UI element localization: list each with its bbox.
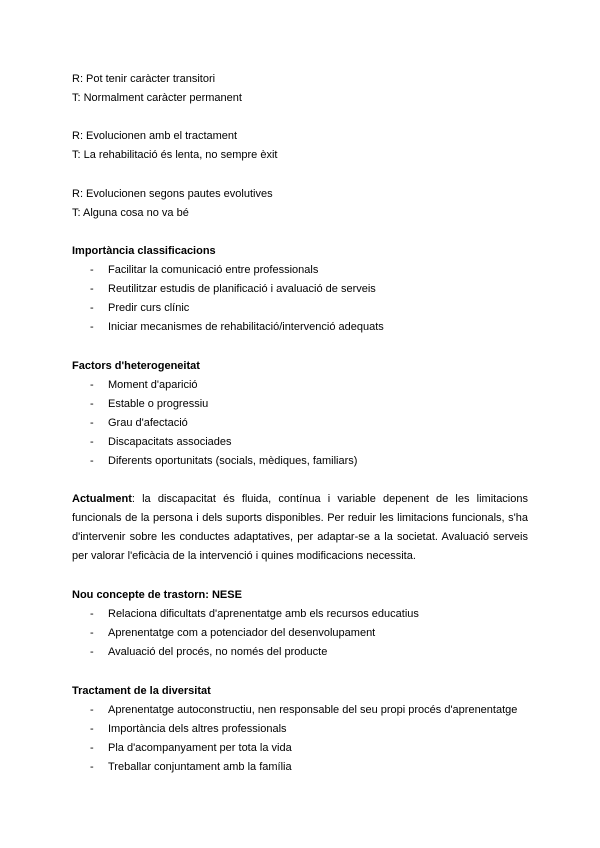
bullet-marker: - (90, 742, 94, 754)
list-item: Facilitar la comunicació entre professionals (108, 264, 319, 276)
bullet-marker: - (90, 723, 94, 735)
bullet-marker: - (90, 321, 94, 333)
bullet-marker: - (90, 398, 94, 410)
bullet-marker: - (90, 627, 94, 639)
list-item: Importància dels altres professionals (108, 723, 287, 735)
pair-3-t: T: Alguna cosa no va bé (72, 207, 189, 219)
section-title-factors: Factors d'heterogeneitat (72, 360, 200, 372)
pair-1-r: R: Pot tenir caràcter transitori (72, 73, 216, 85)
section-title-nese: Nou concepte de trastorn: NESE (72, 589, 242, 601)
actualment-text: : la discapacitat és fluida, contínua i variable depenent de les limitacions funcionals de la persona i dels suports disponibles. Per reduir les limitacions funcionals, s'ha d'intervenir sobre les conductes adaptatives, per adaptar-se a la societat. Avaluació serveis per valorar l'eficàcia de la intervenció i quines modificacions necessita. (72, 493, 528, 562)
bullet-marker: - (90, 608, 94, 620)
list-item: Aprenentatge autoconstructiu, nen responsable del seu propi procés d'aprenentatge (108, 704, 518, 716)
list-item: Estable o progressiu (108, 398, 209, 410)
list-item: Grau d'afectació (108, 417, 188, 429)
list-item: Avaluació del procés, no només del producte (108, 646, 328, 658)
list-item: Discapacitats associades (108, 436, 232, 448)
bullet-marker: - (90, 302, 94, 314)
bullet-marker: - (90, 436, 94, 448)
actualment-paragraph (72, 490, 528, 566)
list-item: Treballar conjuntament amb la família (108, 761, 292, 773)
pair-2-r: R: Evolucionen amb el tractament (72, 130, 238, 142)
list-item: Moment d'aparició (108, 379, 198, 391)
actualment-label: Actualment (72, 493, 132, 505)
list-item: Predir curs clínic (108, 302, 190, 314)
pair-3-r: R: Evolucionen segons pautes evolutives (72, 188, 273, 200)
pair-2-t: T: La rehabilitació és lenta, no sempre èxit (72, 149, 278, 161)
pair-1-t: T: Normalment caràcter permanent (72, 92, 242, 104)
section-title-diversitat: Tractament de la diversitat (72, 685, 211, 697)
list-item: Aprenentatge com a potenciador del desenvolupament (108, 627, 376, 639)
bullet-marker: - (90, 379, 94, 391)
list-item: Relaciona dificultats d'aprenentatge amb els recursos educatius (108, 608, 419, 620)
section-title-importancia: Importància classificacions (72, 245, 216, 257)
bullet-marker: - (90, 704, 94, 716)
bullet-marker: - (90, 455, 94, 467)
bullet-marker: - (90, 283, 94, 295)
list-item: Pla d'acompanyament per tota la vida (108, 742, 292, 754)
bullet-marker: - (90, 264, 94, 276)
list-item: Diferents oportunitats (socials, mèdiques, familiars) (108, 455, 358, 467)
bullet-marker: - (90, 417, 94, 429)
bullet-marker: - (90, 646, 94, 658)
bullet-marker: - (90, 761, 94, 773)
list-item: Reutilitzar estudis de planificació i avaluació de serveis (108, 283, 376, 295)
list-item: Iniciar mecanismes de rehabilitació/intervenció adequats (108, 321, 384, 333)
